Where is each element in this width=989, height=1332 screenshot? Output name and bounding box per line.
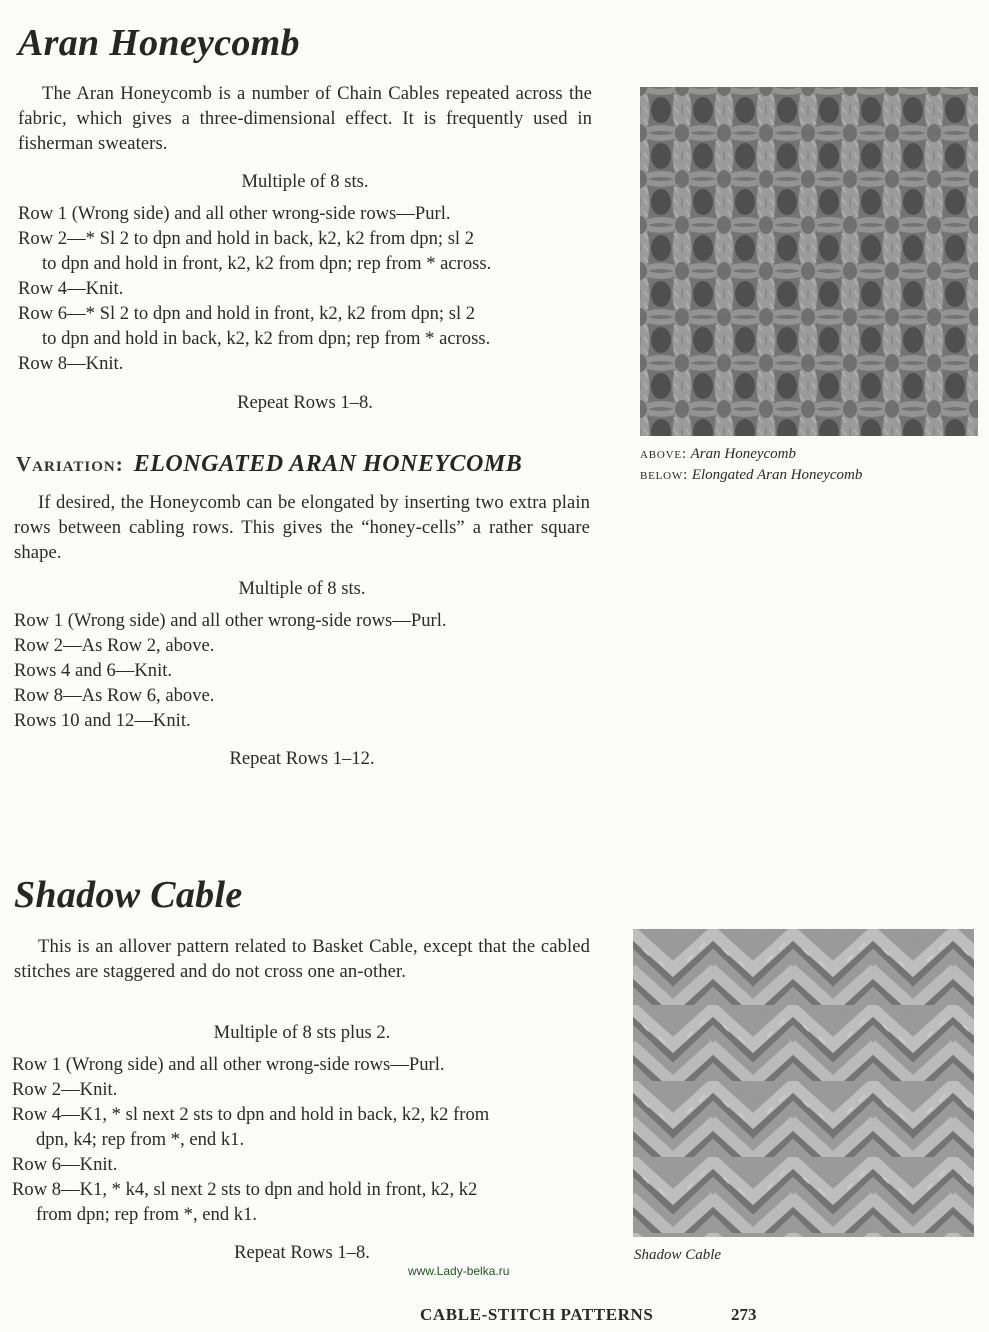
aran-description: The Aran Honeycomb is a number of Chain Cables repeated across the fabric, which gives a three-dimensional effect. It is frequently used in fisherman sweaters. [18,83,592,154]
shadow-row-1 [12,1052,598,1077]
aran-row-6 [18,301,598,351]
variation-heading [16,452,522,476]
caption-value: Elongated Aran Honeycomb [691,467,863,483]
section-title-aran-honeycomb: Aran Honeycomb [18,22,300,64]
variation-row-instructions [14,608,594,733]
variation-row: Row 8—As Row 6, above. [14,685,215,706]
shadow-cable-swatch-image [633,929,974,1237]
row-text: Row 4—Knit. [18,278,124,299]
caption-key: below: [640,467,689,483]
honeycomb-swatch-image [640,87,978,436]
variation-description: If desired, the Honeycomb can be elongated by inserting two extra plain rows between cabling rows. This gives the “honey-cells” a rather square shape. [14,492,590,563]
shadow-description: This is an allover pattern related to Basket Cable, except that the cabled stitches are staggered and do not cross one an-other. [14,936,590,982]
shadow-multiple: Multiple of 8 sts plus 2. [213,1022,391,1043]
row-text-continuation: to dpn and hold in front, k2, k2 from dpn; rep from * across. [42,253,492,274]
aran-honeycomb-photo [640,87,978,436]
row-text-continuation: dpn, k4; rep from *, end k1. [36,1129,245,1150]
aran-repeat: Repeat Rows 1–8. [237,392,373,413]
shadow-row-2 [12,1077,598,1102]
row-text-continuation: from dpn; rep from *, end k1. [36,1204,258,1225]
row-text: Row 2—* Sl 2 to dpn and hold in back, k2, k2 from dpn; sl 2 [18,228,475,249]
variation-title: ELONGATED ARAN HONEYCOMB [133,451,523,477]
aran-row-8 [18,351,598,376]
aran-multiple: Multiple of 8 sts. [241,171,369,192]
shadow-cable-caption [634,1245,721,1266]
variation-multiple: Multiple of 8 sts. [238,578,366,599]
caption-above [640,444,862,465]
caption-value: Aran Honeycomb [690,446,796,462]
caption-value: Shadow Cable [634,1247,722,1263]
variation-row: Rows 4 and 6—Knit. [14,660,173,681]
caption-key: above: [640,446,687,462]
row-text: Row 1 (Wrong side) and all other wrong-side rows—Purl. [18,203,451,224]
variation-row: Rows 10 and 12—Knit. [14,710,191,731]
row-text: Row 8—Knit. [18,353,124,374]
aran-row-2 [18,226,598,276]
shadow-repeat: Repeat Rows 1–8. [234,1242,370,1263]
section-title-shadow-cable: Shadow Cable [14,874,243,916]
watermark-link[interactable]: www.Lady-belka.ru [408,1264,510,1278]
shadow-row-8 [12,1177,598,1227]
row-text: Row 6—* Sl 2 to dpn and hold in front, k2, k2 from dpn; sl 2 [18,303,476,324]
aran-row-1 [18,201,598,226]
variation-row: Row 1 (Wrong side) and all other wrong-side rows—Purl. [14,610,447,631]
shadow-row-instructions [12,1052,598,1227]
row-text-continuation: to dpn and hold in back, k2, k2 from dpn; rep from * across. [42,328,491,349]
shadow-cable-photo [633,929,974,1237]
caption-below [640,465,862,486]
variation-label: Variation: [16,452,124,476]
variation-repeat: Repeat Rows 1–12. [229,748,375,769]
running-footer-title: CABLE-STITCH PATTERNS [420,1305,654,1324]
row-text: Row 2—Knit. [12,1079,118,1100]
honeycomb-caption [640,444,862,486]
shadow-row-6 [12,1152,598,1177]
row-text: Row 8—K1, * k4, sl next 2 sts to dpn and hold in front, k2, k2 [12,1179,478,1200]
row-text: Row 1 (Wrong side) and all other wrong-side rows—Purl. [12,1054,445,1075]
shadow-row-4 [12,1102,598,1152]
aran-row-4 [18,276,598,301]
row-text: Row 6—Knit. [12,1154,118,1175]
page-number: 273 [731,1305,757,1324]
aran-row-instructions [18,201,598,376]
row-text: Row 4—K1, * sl next 2 sts to dpn and hold in back, k2, k2 from [12,1104,490,1125]
variation-row: Row 2—As Row 2, above. [14,635,215,656]
